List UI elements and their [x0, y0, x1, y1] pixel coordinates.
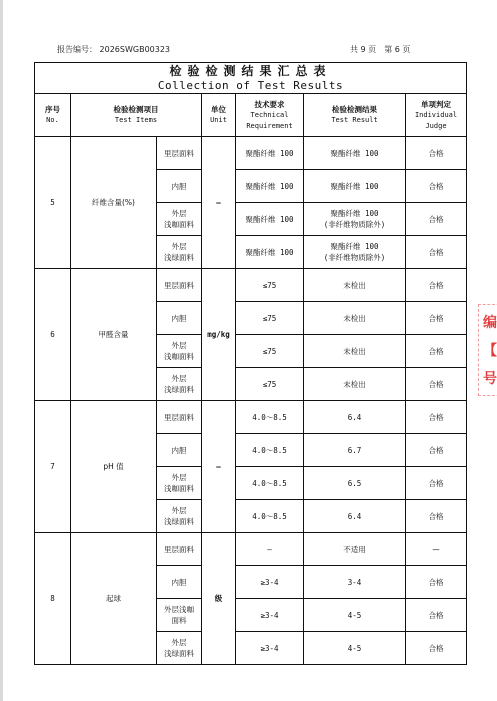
cell-requirement: 4.0～8.5 [236, 401, 304, 434]
cell-result: 3-4 [304, 566, 406, 599]
cell-judge: 合格 [406, 632, 467, 665]
cell-result: 聚酯纤维 100 [304, 170, 406, 203]
cell-requirement: ≤75 [236, 368, 304, 401]
cell-part: 内胆 [157, 434, 202, 467]
cell-requirement: ≤75 [236, 302, 304, 335]
cell-result: 4-5 [304, 599, 406, 632]
cell-judge: 合格 [406, 467, 467, 500]
results-table [34, 62, 467, 665]
cell-judge: 合格 [406, 170, 467, 203]
cell-part: 外层 浅咖面料 [157, 203, 202, 236]
stamp-char: 【 [483, 343, 497, 359]
cell-result: 聚酯纤维 100 (非纤维物质除外) [304, 203, 406, 236]
cell-requirement: 聚酯纤维 100 [236, 137, 304, 170]
cell-judge: 合格 [406, 302, 467, 335]
cell-part: 内胆 [157, 566, 202, 599]
cell-part: 外层 浅绿面料 [157, 236, 202, 269]
header-row [35, 94, 467, 137]
cell-requirement: ≥3-4 [236, 599, 304, 632]
cell-part: 外层 浅绿面料 [157, 500, 202, 533]
cell-requirement: ≤75 [236, 269, 304, 302]
cell-judge: 合格 [406, 368, 467, 401]
cell-requirement: 聚酯纤维 100 [236, 203, 304, 236]
cell-item: 纤维含量(%) [71, 137, 157, 269]
report-number: 报告编号： 2026SWGB00323 [57, 45, 171, 54]
cell-result: 不适用 [304, 533, 406, 566]
col-header-no: 序号 No. [35, 94, 71, 137]
cell-item: 甲醛含量 [71, 269, 157, 401]
stamp-char: 号 [483, 371, 497, 387]
col-header-item: 检验检测项目 Test Items [71, 94, 202, 137]
cell-requirement: ≥3-4 [236, 632, 304, 665]
cell-requirement: 聚酯纤维 100 [236, 170, 304, 203]
cell-judge: 合格 [406, 269, 467, 302]
cell-no: 6 [35, 269, 71, 401]
cell-result: 聚酯纤维 100 (非纤维物质除外) [304, 236, 406, 269]
cell-requirement: — [236, 533, 304, 566]
cell-requirement: 聚酯纤维 100 [236, 236, 304, 269]
cell-result: 6.5 [304, 467, 406, 500]
cell-requirement: 4.0～8.5 [236, 434, 304, 467]
cell-result: 未检出 [304, 368, 406, 401]
table-row [35, 533, 467, 566]
col-header-requirement: 技术要求 Technical Requirement [236, 94, 304, 137]
cell-requirement: 4.0～8.5 [236, 500, 304, 533]
cell-unit: — [202, 137, 236, 269]
cell-item: pH 值 [71, 401, 157, 533]
current-page: 第 6 页 [384, 45, 411, 54]
cell-result: 未检出 [304, 269, 406, 302]
title-zh: 检验检测结果汇总表 [169, 63, 332, 78]
cell-part: 外层 浅咖面料 [157, 335, 202, 368]
cell-result: 4-5 [304, 632, 406, 665]
cell-unit: 级 [202, 533, 236, 665]
cell-judge: 合格 [406, 137, 467, 170]
cell-judge: 合格 [406, 236, 467, 269]
cell-result: 未检出 [304, 335, 406, 368]
cell-part: 里层面料 [157, 137, 202, 170]
col-header-judge: 单项判定 Individual Judge [406, 94, 467, 137]
stamp-char: 编 [483, 315, 497, 331]
cell-result: 6.4 [304, 401, 406, 434]
page-indicator [350, 44, 418, 55]
col-header-unit: 单位 Unit [202, 94, 236, 137]
cell-requirement: ≥3-4 [236, 566, 304, 599]
cell-judge: 合格 [406, 335, 467, 368]
title-row [35, 63, 467, 94]
cell-judge: 合格 [406, 401, 467, 434]
cell-no: 5 [35, 137, 71, 269]
col-header-result: 检验检测结果 Test Result [304, 94, 406, 137]
cell-part: 外层 浅绿面料 [157, 368, 202, 401]
title-en: Collection of Test Results [157, 78, 344, 92]
cell-no: 7 [35, 401, 71, 533]
cell-part: 内胆 [157, 170, 202, 203]
cell-no: 8 [35, 533, 71, 665]
cell-result: 6.4 [304, 500, 406, 533]
cell-part: 里层面料 [157, 401, 202, 434]
cell-result: 未检出 [304, 302, 406, 335]
table-row [35, 269, 467, 302]
cell-part: 外层浅咖 面料 [157, 599, 202, 632]
cell-judge: — [406, 533, 467, 566]
cell-item: 起球 [71, 533, 157, 665]
table-title [35, 63, 467, 94]
cell-unit: mg/kg [202, 269, 236, 401]
cell-judge: 合格 [406, 203, 467, 236]
table-row [35, 137, 467, 170]
table-row [35, 401, 467, 434]
cell-part: 里层面料 [157, 269, 202, 302]
cell-result: 6.7 [304, 434, 406, 467]
cell-part: 外层 浅绿面料 [157, 632, 202, 665]
cell-judge: 合格 [406, 566, 467, 599]
cell-judge: 合格 [406, 500, 467, 533]
cell-part: 内胆 [157, 302, 202, 335]
cell-judge: 合格 [406, 599, 467, 632]
cell-unit: — [202, 401, 236, 533]
cell-result: 聚酯纤维 100 [304, 137, 406, 170]
cell-part: 外层 浅咖面料 [157, 467, 202, 500]
cell-requirement: ≤75 [236, 335, 304, 368]
cell-requirement: 4.0～8.5 [236, 467, 304, 500]
cell-part: 里层面料 [157, 533, 202, 566]
total-pages: 共 9 页 [350, 45, 377, 54]
cell-judge: 合格 [406, 434, 467, 467]
page-edge [0, 0, 3, 701]
